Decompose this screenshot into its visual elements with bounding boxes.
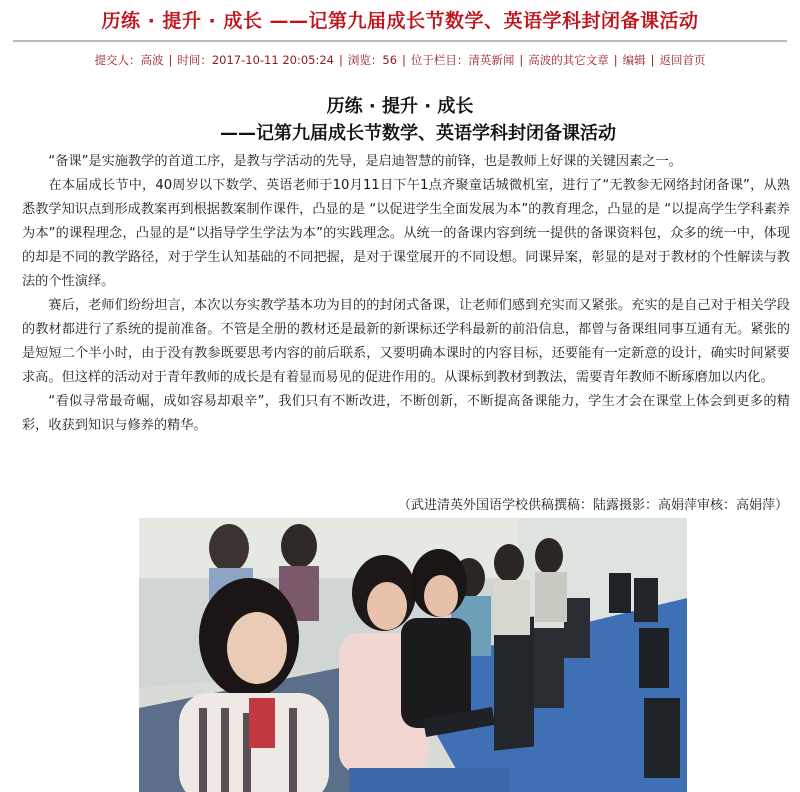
article-paragraph: 赛后，老师们纷纷坦言，本次以夯实教学基本功为目的的封闭式备课，让老师们感到充实而又紧张。充实的是自己对于相关学段的教材都进行了系统的提前准备。不管是全册的教材还是最新的新课标还学科最新的前沿信息，都曾与备课组同事互通有无。紧张的是短短二个半小时，由于没有教参既要思考内容的前后联系，又要明确本课时的内容目标，还要能有一定新意的设计，确实时间紧要求高。但这样的活动对于青年教师的成长是有着显而易见的促进作用的。从课标到教材到教法，需要青年教师不断琢磨加以内化。	[22, 298, 790, 385]
meta-submitter: 提交人：高波	[94, 53, 164, 67]
other-articles-link[interactable]: 高波的其它文章	[528, 53, 609, 67]
page-header-title: 历练 · 提升 · 成长 ——记第九届成长节数学、英语学科封闭备课活动	[101, 10, 699, 32]
edit-link[interactable]: 编辑	[622, 53, 646, 67]
meta-separator: |	[168, 53, 173, 67]
article-paragraph: “看似寻常最奇崛，成如容易却艰辛”，我们只有不断改进，不断创新，不断提高备课能力，学生才会在课堂上体会到更多的精彩，收获到知识与修养的精华。	[22, 394, 790, 433]
meta-separator: |	[519, 53, 524, 67]
meta-separator: |	[402, 53, 406, 67]
meta-column[interactable]: 位于栏目：清英新闻	[410, 53, 515, 67]
article-title: 历练 · 提升 · 成长	[326, 96, 474, 117]
article-paragraph: 在本届成长节中，40周岁以下数学、英语老师于10月11日下午1点齐聚童话城微机室，进行了“无教参无网络封闭备课”，从熟悉教学知识点到形成教案再到根据教案制作课件，凸显的是 “以促进学生全面发展为本”的教育理念，凸显的是 “以提高学生学科素养为本”的课程理念，凸显的是“以指导学生学法为本”的实践理念。从统一的备课内容到统一提供的备课资料包，众多的统一中，体现的却是不同的教学路径，对于学生认知基础的不同把握，是对于课堂展开的不同设想。同课异案，彰显的是对于教材的个性解读与教法的个性演绎。	[22, 178, 790, 289]
meta-time: 时间：2017-10-11 20:05:24	[177, 53, 334, 67]
article-credit: （武进清英外国语学校供稿撰稿：陆露摄影：高娟萍审核：高娟萍）	[397, 498, 788, 513]
article-meta-bar	[0, 51, 800, 69]
article-paragraph: “备课”是实施教学的首道工序，是教与学活动的先导，是启迪智慧的前锋，也是教师上好课的关键因素之一。	[48, 154, 682, 169]
home-link[interactable]: 返回首页	[659, 53, 706, 67]
article-subtitle: ——记第九届成长节数学、英语学科封闭备课活动	[220, 123, 616, 144]
classroom-photo	[139, 518, 687, 792]
classroom-photo-icon	[139, 518, 687, 792]
meta-views: 浏览：56	[347, 53, 398, 67]
article-body	[22, 150, 790, 438]
meta-separator: |	[650, 53, 655, 67]
meta-separator: |	[339, 53, 343, 67]
meta-separator: |	[613, 53, 618, 67]
header-divider	[13, 40, 787, 42]
